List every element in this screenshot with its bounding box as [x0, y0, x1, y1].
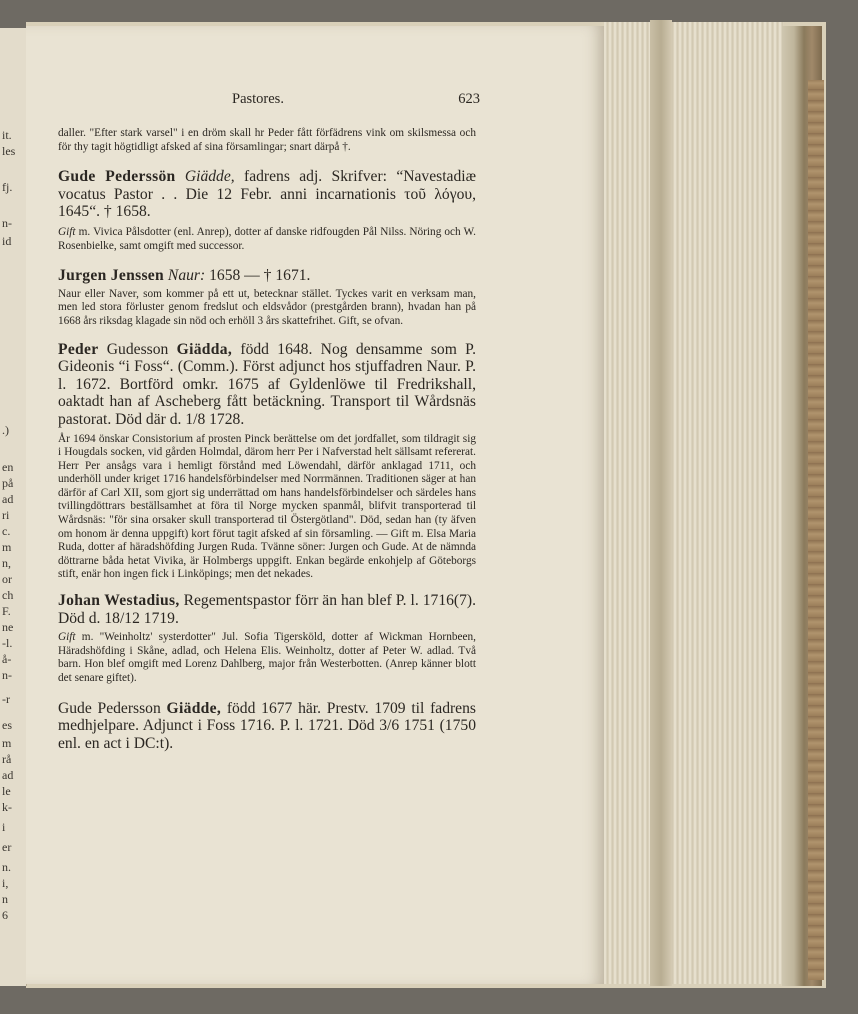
entry-note: År 1694 önskar Consistorium af prosten Pinck berättelse om det jordfallet, som tildragit sig i Hougdals socken, vid gården Holmdal, därom herr Per i Nafverstad helt sällsamt refererat. Herr Per ansågs vara i hemligt förstånd med Löwendahl, därför anklagad 1711, och underhöll under kriget 1716 handelsförbindelser med Norrmännen. Traditionen säger at han därför af Carl XII, som gjort sig underrättad om hans handelsförbindelser och särdeles hans tvillingdöttrars beställsamhet at föra til Norge mycken spanmål, blifvit transporterad til Wårdsnäs: "för sina orsaker skull transporterad til Östergötland". Död, sedan han (ty äfven om honom är denna uppgift) kort förut tagit afsked af sin församling. — Gift m. Elsa Maria Ruda, dotter af häradshöfding Jurgen Ruda. Tvänne söner: Jurgen och Gude. At de nämnda döttrarne båda hetat Vivika, är Holmbergs uppgift. Enkan begärde enkohjelp af Göteborgs stift, enär hon ingen fick i Linköpings; men det nekades.	[58, 432, 476, 581]
running-header	[58, 88, 480, 110]
left-page-fragment: å-	[2, 652, 12, 666]
note-text: m. Vivica Pålsdotter (enl. Anrep), dotter af danske ridfougden Pål Nilss. Nöring och W. Rosenbielke, samt omgift med successor.	[58, 225, 477, 252]
page-edges	[604, 22, 784, 984]
left-page-fragment: ri	[2, 508, 10, 522]
left-page-fragment: er	[2, 840, 12, 854]
left-page-fragment: ad	[2, 768, 14, 782]
entry-name-first: Peder	[58, 340, 99, 358]
entry-nickname: Naur:	[167, 267, 206, 285]
left-page-fragment: es	[2, 718, 12, 732]
left-page-fragment: m	[2, 736, 12, 750]
entry-name: Jurgen Jenssen	[58, 267, 165, 285]
left-page-fragment: k-	[2, 800, 12, 814]
entry-peder-gudesson	[58, 341, 476, 429]
left-page-fragment: n	[2, 892, 8, 906]
page-title: Pastores.	[232, 91, 284, 107]
entry-gude-pedersson	[58, 700, 476, 753]
entry-note	[58, 226, 476, 253]
left-page-fragment: 6	[2, 908, 8, 922]
entry-jurgen-jenssen	[58, 267, 476, 285]
entry-note: Naur eller Naver, som kommer på ett ut, betecknar stället. Tyckes varit en verksam man, men led stora förluster genom fredslut och eldsvådor (prestgården brann), hvadan han på 1668 års riksdag klagade sin nöd och erhöll 3 års skattefrihet. Gift, se ofvan.	[58, 287, 476, 327]
left-page-fragment: i	[2, 820, 6, 834]
entry-name-middle: Pedersson	[97, 699, 161, 717]
entry-text: född 1677 här. Prestv. 1709 til fadrens medhjelpare. Adjunct i Foss 1716. P. l. 1721. Död 3/6 1751 (1750 enl. en act i DC:t).	[58, 699, 476, 752]
left-page-fragment: -r	[2, 692, 10, 706]
left-page-fragment: n-	[2, 216, 12, 230]
left-page-fragment: .)	[2, 423, 9, 437]
left-page-fragment: en	[2, 460, 14, 474]
entry-johan-westadius	[58, 592, 476, 627]
entry-name-middle: Gudesson	[106, 340, 169, 358]
left-page-fragment: n.	[2, 860, 11, 874]
gift-label: Gift	[58, 225, 76, 238]
entry-name-first: Gude	[58, 699, 92, 717]
left-page-fragment: it.	[2, 128, 12, 142]
left-page-fragment: ad	[2, 492, 14, 506]
entry-text: fadrens adj. Skrifver: “Navestadiæ vocatus Pastor . . Die 12 Febr. anni incarnationis τοῦ λόγου, 1645“. † 1658.	[58, 168, 476, 221]
left-page-fragment: fj.	[2, 180, 13, 194]
left-page-fragment: -l.	[2, 636, 13, 650]
left-page-fragment: n-	[2, 668, 12, 682]
entry-text: född 1648. Nog densamme som P. Gideonis “i Foss“. (Comm.). Först adjunct hos stjuffadren Naur. P. l. 1672. Bortförd omkr. 1675 af Gyldenlöwe til Fredrikshall, oaktadt han af Ascheberg fått betäckning. Transport til Wårdsnäs pastorat. Död där d. 1/8 1728.	[58, 340, 477, 428]
left-page-edge	[0, 28, 27, 986]
left-page-fragment: m	[2, 540, 12, 554]
note-text: m. "Weinholtz' systerdotter" Jul. Sofia Tigersköld, dotter af Wickman Hornbeen, Häradshöfding i Skåne, adlad, och Helena Elis. Weinholtz, dotter af Peter W. adlad. Två barn. Hon blef omgift med Lorenz Dahlberg, major från Westerbotten. (Anrep känner blott det senare giftet).	[58, 631, 476, 684]
left-page-fragment: rå	[2, 752, 12, 766]
left-page-fragment: på	[2, 476, 14, 490]
left-page-fragment: ne	[2, 620, 14, 634]
page-number: 623	[458, 91, 480, 107]
left-page-fragment: n,	[2, 556, 11, 570]
gift-label: Gift	[58, 631, 76, 644]
left-page-fragment: les	[2, 144, 16, 158]
entry-note	[58, 631, 476, 685]
left-page-fragment: i,	[2, 876, 9, 890]
entry-name: Gude Pederssön	[58, 168, 176, 186]
left-page-fragment: F.	[2, 604, 11, 618]
entry-name-last: Giädde,	[166, 699, 222, 717]
entry-text: 1658 — † 1671.	[209, 267, 311, 285]
intro-paragraph: daller. "Efter stark varsel" i en dröm skall hr Peder fått förfädrens vink om skilsmessa och för thy tagit högtidligt afsked af sina församlingar; snart därpå †.	[58, 127, 476, 153]
entry-name: Johan Westadius,	[58, 592, 180, 610]
left-page-fragment: id	[2, 234, 12, 248]
entry-text: Regementspastor förr än han blef P. l. 1716(7). Död d. 18/12 1719.	[58, 592, 476, 627]
left-page-fragment: or	[2, 572, 12, 586]
entry-gude-pederssoen	[58, 168, 476, 221]
left-page-fragment: c.	[2, 524, 11, 538]
entry-nickname: Giädde,	[184, 168, 235, 186]
page-text	[58, 88, 480, 752]
book-spine	[808, 80, 824, 980]
entry-name-last: Giädda,	[176, 340, 233, 358]
left-page-fragment: ch	[2, 588, 14, 602]
left-page-fragment: le	[2, 784, 11, 798]
page-edges-shadow	[650, 20, 672, 986]
